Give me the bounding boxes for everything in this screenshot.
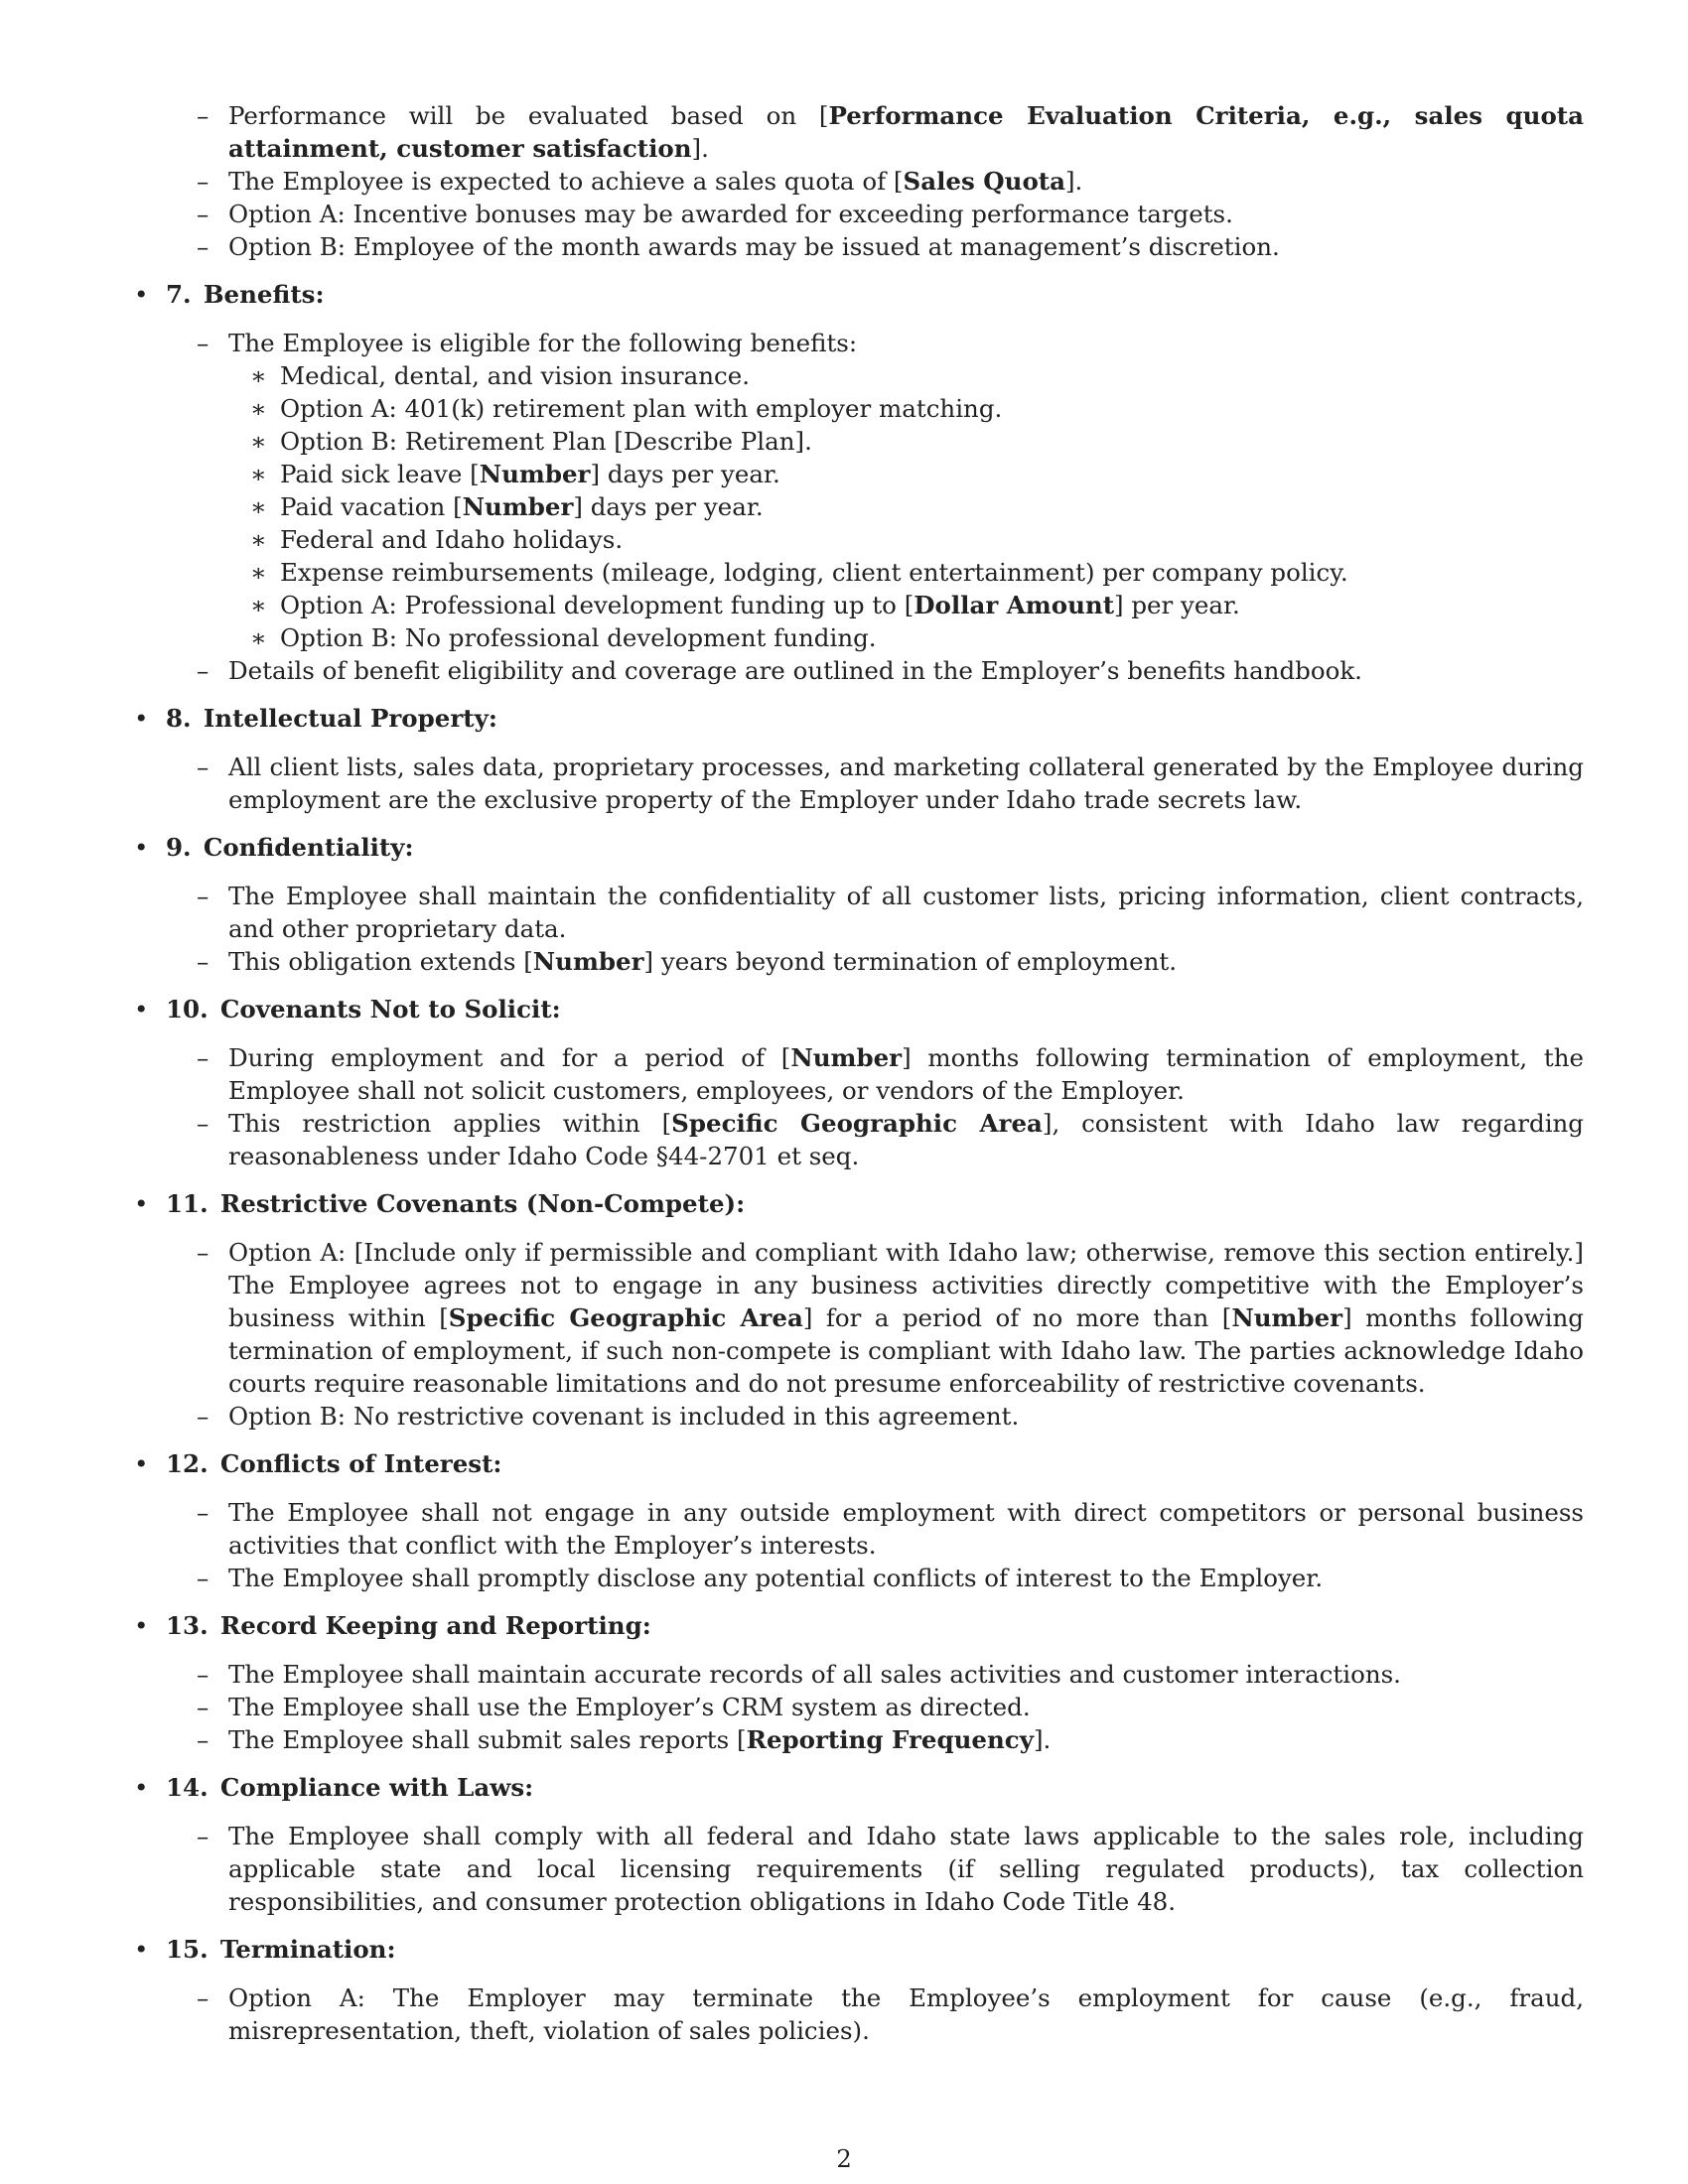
- list-item: – The Employee shall use the Employer’s CRM system as directed.: [197, 1693, 1031, 1721]
- section-items: [134, 1981, 1584, 2047]
- section-items: [134, 1041, 1584, 1172]
- section-heading: • 12. Conflicts of Interest:: [134, 1449, 502, 1478]
- list-item: ∗ Option B: No professional development funding.: [250, 623, 877, 652]
- list-item: – Option A: [Include only if permissible and compliant with Idaho law; otherwise, remove this section entirely.] The Employee agrees not to engage in any business activities directly competitive with the Employer’s business within [Specific Geographic Area] for a period of no more than [Number] months following termination of employment, if such non-compete is compliant with Idaho law. The parties acknowledge Idaho courts require reasonable limitations and do not presume enforceability of restrictive covenants.: [197, 1238, 1584, 1398]
- list-item: ∗ Medical, dental, and vision insurance.: [250, 361, 751, 390]
- section-restrictive-covenants: [134, 1187, 1584, 1433]
- list-item: – Option B: Employee of the month awards may be issued at management’s discretion.: [197, 232, 1280, 261]
- list-item: – The Employee shall maintain accurate records of all sales activities and customer interactions.: [197, 1660, 1401, 1689]
- section-conflicts-of-interest: [134, 1447, 1584, 1594]
- section-heading: • 7. Benefits:: [134, 280, 325, 309]
- list-item: – Option B: No restrictive covenant is included in this agreement.: [197, 1402, 1020, 1431]
- page-number: 2: [836, 2144, 852, 2173]
- section-heading: • 10. Covenants Not to Solicit:: [134, 995, 561, 1024]
- section-record-keeping: [134, 1609, 1584, 1756]
- section-heading: • 14. Compliance with Laws:: [134, 1773, 534, 1802]
- list-item: ∗ Federal and Idaho holidays.: [250, 525, 624, 554]
- list-item: ∗ Paid vacation [Number] days per year.: [250, 492, 764, 521]
- section-heading: • 8. Intellectual Property:: [134, 704, 497, 733]
- list-item: – During employment and for a period of [Number] months following termination of employment, the Employee shall not solicit customers, employees, or vendors of the Employer.: [197, 1043, 1585, 1105]
- benefits-list: [134, 327, 1584, 687]
- performance-list: [134, 99, 1584, 263]
- list-item: – The Employee shall maintain the confidentiality of all customer lists, pricing information, client contracts, and other proprietary data.: [197, 882, 1584, 943]
- section-items: [134, 880, 1584, 978]
- list-item: – The Employee shall promptly disclose any potential conflicts of interest to the Employer.: [197, 1564, 1324, 1592]
- section-confidentiality: [134, 831, 1584, 978]
- document-body: [134, 99, 1584, 2062]
- list-item: ∗ Option B: Retirement Plan [Describe Plan].: [250, 427, 812, 456]
- section-items: [134, 751, 1584, 816]
- section-benefits: [134, 278, 1584, 687]
- list-item: – Performance will be evaluated based on [Performance Evaluation Criteria, e.g., sales quota attainment, customer satisfaction].: [197, 101, 1585, 163]
- section-items: [134, 1496, 1584, 1594]
- list-item: – The Employee shall submit sales reports [Reporting Frequency].: [197, 1725, 1052, 1754]
- section-compliance: [134, 1771, 1584, 1918]
- list-item: – The Employee shall comply with all federal and Idaho state laws applicable to the sales role, including applicable state and local licensing requirements (if selling regulated products), tax collection responsibilities, and consumer protection obligations in Idaho Code Title 48.: [197, 1822, 1584, 1916]
- list-item: – Details of benefit eligibility and coverage are outlined in the Employer’s benefits handbook.: [197, 656, 1362, 685]
- section-termination: [134, 1933, 1584, 2047]
- list-item: ∗ Paid sick leave [Number] days per year.: [250, 460, 780, 488]
- section-covenants-not-to-solicit: [134, 993, 1584, 1172]
- section-heading: • 9. Confidentiality:: [134, 833, 414, 862]
- list-item: ∗ Option A: 401(k) retirement plan with employer matching.: [250, 394, 1003, 423]
- section-heading: • 11. Restrictive Covenants (Non-Compete):: [134, 1189, 746, 1218]
- list-item: – Option A: Incentive bonuses may be awarded for exceeding performance targets.: [197, 200, 1233, 228]
- list-item: – The Employee is eligible for the following benefits: ∗ Medical, dental, and vision insurance. ∗ Option A: 401(k) retirement plan with employer matching. ∗ Option B: Retirement Plan [Describe Plan]. ∗ Paid sick leave [Number] days per year. ∗ Paid vacation [Number] days per year. ∗ Federal and Idaho holidays. ∗ Expense reimbursements (mileage, lodging, client entertainment) per company policy. ∗ Option A: Professional development funding up to [Dollar Amount] per year. ∗ Option B: No professional development funding.: [228, 327, 1584, 654]
- list-item: – Option A: The Employer may terminate the Employee’s employment for cause (e.g., fraud, misrepresentation, theft, violation of sales policies).: [197, 1983, 1584, 2045]
- section-items: [134, 1236, 1584, 1433]
- section-intellectual-property: [134, 702, 1584, 816]
- benefits-sublist: [228, 359, 1584, 654]
- list-item: ∗ Option A: Professional development funding up to [Dollar Amount] per year.: [250, 591, 1240, 619]
- list-item: ∗ Expense reimbursements (mileage, lodging, client entertainment) per company policy.: [250, 558, 1348, 587]
- section-heading: • 15. Termination:: [134, 1935, 396, 1964]
- section-heading: • 13. Record Keeping and Reporting:: [134, 1611, 651, 1640]
- list-item: – This restriction applies within [Specific Geographic Area], consistent with Idaho law regarding reasonableness under Idaho Code §44-2701 et seq.: [197, 1109, 1584, 1170]
- list-item: – All client lists, sales data, proprietary processes, and marketing collateral generated by the Employee during employment are the exclusive property of the Employer under Idaho trade secrets law.: [197, 752, 1584, 814]
- section-items: [134, 1658, 1584, 1756]
- list-item: – The Employee is expected to achieve a sales quota of [Sales Quota].: [197, 167, 1083, 196]
- list-item: – This obligation extends [Number] years beyond termination of employment.: [197, 947, 1178, 976]
- list-item: – The Employee shall not engage in any outside employment with direct competitors or personal business activities that conflict with the Employer’s interests.: [197, 1498, 1584, 1560]
- section-items: [134, 1820, 1584, 1918]
